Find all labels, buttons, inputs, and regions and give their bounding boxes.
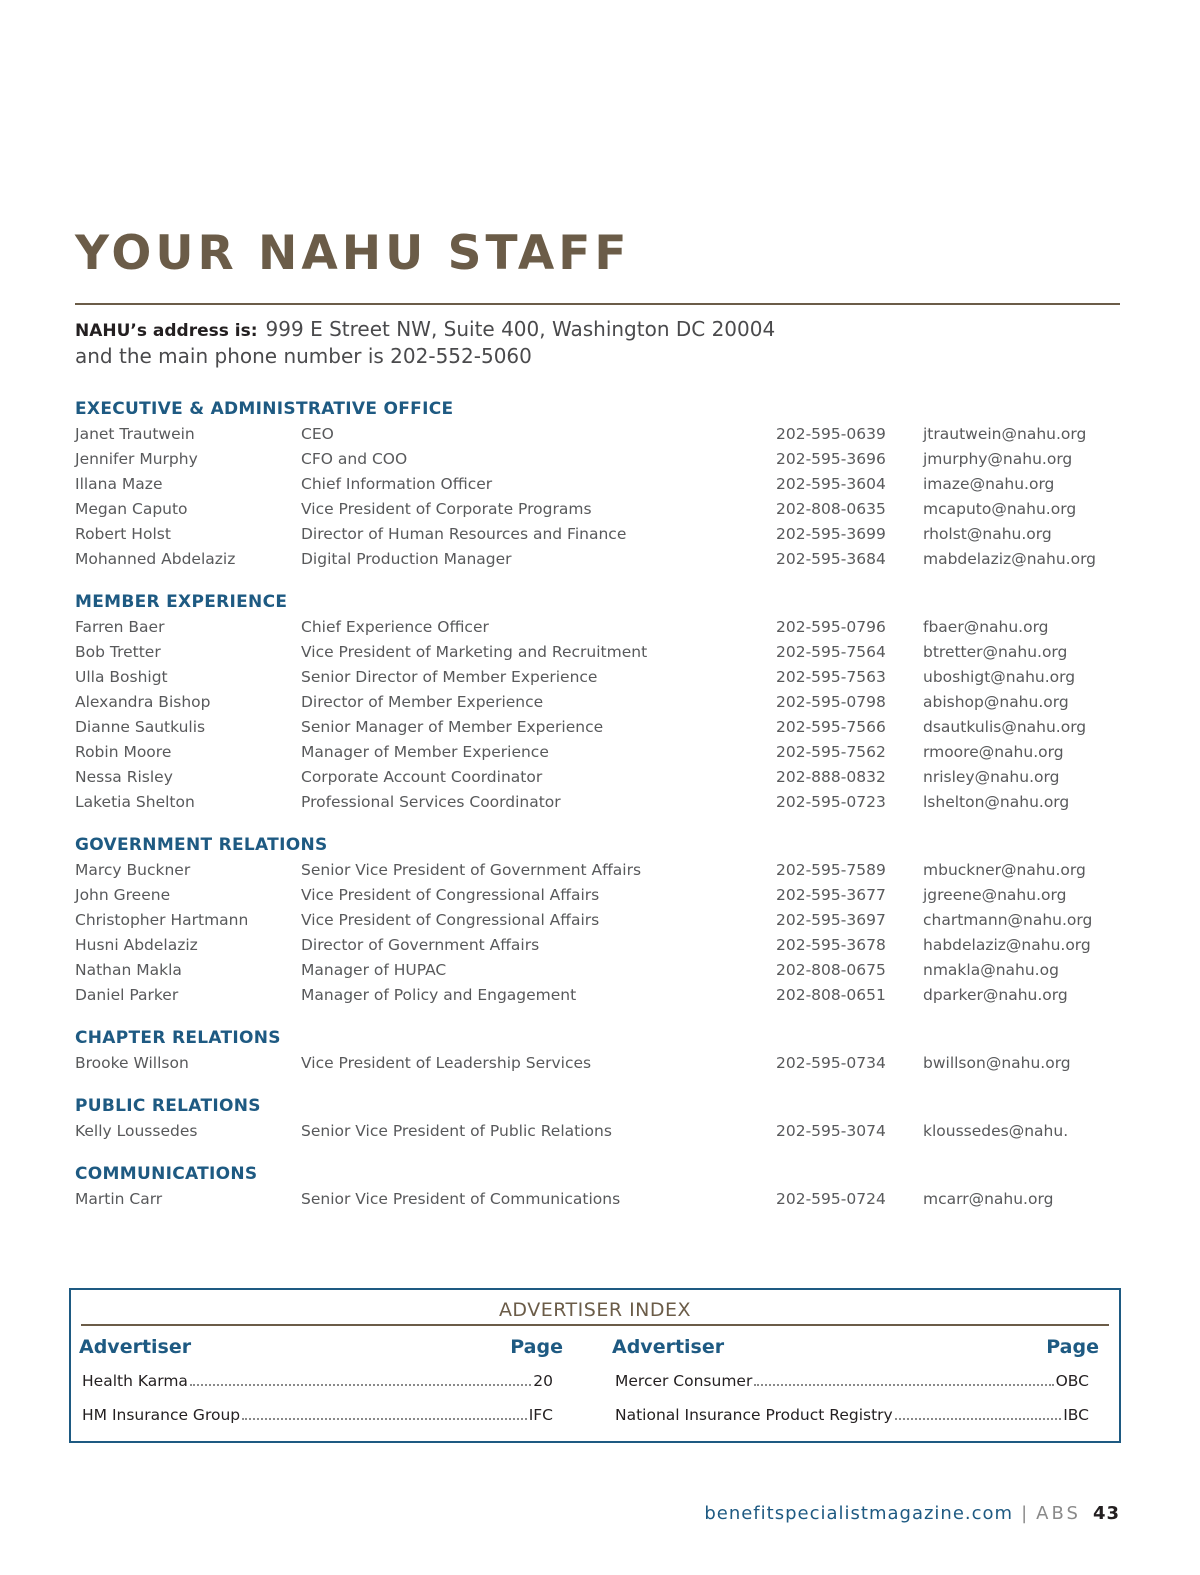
- staff-email-link[interactable]: nmakla@nahu.og: [923, 961, 1059, 979]
- staff-name: Nathan Makla: [75, 961, 182, 979]
- staff-role: Vice President of Corporate Programs: [301, 500, 592, 518]
- staff-email-link[interactable]: btretter@nahu.org: [923, 643, 1068, 661]
- staff-row: [75, 740, 1125, 765]
- advertiser-name: Health Karma: [82, 1372, 188, 1390]
- staff-email-link[interactable]: chartmann@nahu.org: [923, 911, 1093, 929]
- staff-role: Vice President of Congressional Affairs: [301, 911, 600, 929]
- advertiser-index: [69, 1288, 1121, 1443]
- staff-email-link[interactable]: nrisley@nahu.org: [923, 768, 1060, 786]
- staff-phone: 202-595-7562: [776, 743, 886, 761]
- staff-phone: 202-595-0723: [776, 793, 886, 811]
- page-title: YOUR NAHU STAFF: [75, 226, 631, 281]
- staff-row: [75, 1187, 1125, 1212]
- staff-name: Martin Carr: [75, 1190, 163, 1208]
- section-heading: CHAPTER RELATIONS: [75, 1028, 281, 1048]
- staff-name: Farren Baer: [75, 618, 165, 636]
- staff-row: [75, 640, 1125, 665]
- staff-role: CFO and COO: [301, 450, 408, 468]
- staff-section: [75, 1093, 1125, 1144]
- staff-row: [75, 665, 1125, 690]
- staff-role: Vice President of Marketing and Recruitment: [301, 643, 648, 661]
- staff-phone: 202-595-0798: [776, 693, 886, 711]
- staff-row: [75, 715, 1125, 740]
- advertiser-index-title: ADVERTISER INDEX: [81, 1296, 1109, 1326]
- staff-role: CEO: [301, 425, 334, 443]
- staff-phone: 202-595-3696: [776, 450, 886, 468]
- staff-name: Ulla Boshigt: [75, 668, 168, 686]
- staff-row: [75, 472, 1125, 497]
- section-heading: EXECUTIVE & ADMINISTRATIVE OFFICE: [75, 399, 454, 419]
- staff-name: John Greene: [75, 886, 171, 904]
- staff-row: [75, 615, 1125, 640]
- staff-name: Megan Caputo: [75, 500, 188, 518]
- staff-row: [75, 547, 1125, 572]
- staff-email-link[interactable]: lshelton@nahu.org: [923, 793, 1070, 811]
- staff-role: Manager of HUPAC: [301, 961, 447, 979]
- staff-name: Laketia Shelton: [75, 793, 195, 811]
- staff-email-link[interactable]: uboshigt@nahu.org: [923, 668, 1076, 686]
- staff-phone: 202-808-0675: [776, 961, 886, 979]
- staff-phone: 202-595-7566: [776, 718, 886, 736]
- staff-email-link[interactable]: kloussedes@nahu.: [923, 1122, 1069, 1140]
- page-header-label: Page: [1046, 1336, 1099, 1358]
- advertiser-column-header: [79, 1334, 563, 1360]
- dot-leader: [190, 1384, 531, 1386]
- staff-phone: 202-808-0635: [776, 500, 886, 518]
- staff-row: [75, 790, 1125, 815]
- staff-role: Vice President of Congressional Affairs: [301, 886, 600, 904]
- staff-email-link[interactable]: mbuckner@nahu.org: [923, 861, 1086, 879]
- dot-leader: [754, 1384, 1053, 1386]
- staff-email-link[interactable]: habdelaziz@nahu.org: [923, 936, 1091, 954]
- staff-email-link[interactable]: rmoore@nahu.org: [923, 743, 1064, 761]
- staff-phone: 202-595-7563: [776, 668, 886, 686]
- staff-name: Nessa Risley: [75, 768, 173, 786]
- advertiser-name: HM Insurance Group: [82, 1406, 241, 1424]
- staff-email-link[interactable]: mabdelaziz@nahu.org: [923, 550, 1097, 568]
- advertiser-page: IFC: [528, 1406, 553, 1424]
- staff-section: [75, 589, 1125, 815]
- staff-name: Daniel Parker: [75, 986, 179, 1004]
- staff-name: Kelly Loussedes: [75, 1122, 198, 1140]
- staff-phone: 202-888-0832: [776, 768, 886, 786]
- staff-name: Illana Maze: [75, 475, 163, 493]
- staff-phone: 202-595-7564: [776, 643, 886, 661]
- advertiser-page: IBC: [1063, 1406, 1089, 1424]
- staff-phone: 202-595-3678: [776, 936, 886, 954]
- staff-name: Janet Trautwein: [75, 425, 195, 443]
- footer-website-link[interactable]: benefitspecialistmagazine.com: [704, 1503, 1014, 1524]
- staff-section: [75, 396, 1125, 572]
- staff-role: Digital Production Manager: [301, 550, 512, 568]
- staff-name: Marcy Buckner: [75, 861, 191, 879]
- footer-publication: ABS: [1036, 1503, 1081, 1524]
- staff-name: Jennifer Murphy: [75, 450, 198, 468]
- address-label: NAHU’s address is:: [75, 321, 258, 341]
- staff-name: Brooke Willson: [75, 1054, 189, 1072]
- advertiser-page: 20: [533, 1372, 553, 1390]
- advertiser-page: OBC: [1055, 1372, 1089, 1390]
- advertiser-entry: [612, 1402, 1099, 1428]
- staff-role: Director of Human Resources and Finance: [301, 525, 627, 543]
- staff-phone: 202-595-0796: [776, 618, 886, 636]
- section-heading: COMMUNICATIONS: [75, 1164, 258, 1184]
- staff-row: [75, 1119, 1125, 1144]
- dot-leader: [895, 1418, 1062, 1420]
- staff-row: [75, 958, 1125, 983]
- staff-email-link[interactable]: bwillson@nahu.org: [923, 1054, 1071, 1072]
- staff-phone: 202-595-0734: [776, 1054, 886, 1072]
- staff-email-link[interactable]: jtrautwein@nahu.org: [923, 425, 1087, 443]
- advertiser-column-header: [612, 1334, 1099, 1360]
- staff-phone: 202-595-3699: [776, 525, 886, 543]
- staff-name: Husni Abdelaziz: [75, 936, 198, 954]
- section-heading: PUBLIC RELATIONS: [75, 1096, 261, 1116]
- advertiser-header-label: Advertiser: [79, 1336, 192, 1358]
- staff-email-link[interactable]: jgreene@nahu.org: [923, 886, 1067, 904]
- staff-role: Manager of Policy and Engagement: [301, 986, 577, 1004]
- advertiser-column-left: [79, 1334, 563, 1428]
- staff-row: [75, 422, 1125, 447]
- staff-role: Senior Vice President of Public Relations: [301, 1122, 612, 1140]
- staff-name: Dianne Sautkulis: [75, 718, 206, 736]
- staff-role: Director of Government Affairs: [301, 936, 540, 954]
- advertiser-entry: [79, 1402, 563, 1428]
- staff-row: [75, 933, 1125, 958]
- staff-role: Vice President of Leadership Services: [301, 1054, 592, 1072]
- staff-name: Alexandra Bishop: [75, 693, 211, 711]
- section-heading: GOVERNMENT RELATIONS: [75, 835, 328, 855]
- staff-role: Senior Vice President of Government Affairs: [301, 861, 642, 879]
- staff-role: Chief Experience Officer: [301, 618, 489, 636]
- title-divider: [75, 303, 1120, 305]
- staff-email-link[interactable]: mcarr@nahu.org: [923, 1190, 1054, 1208]
- staff-phone: 202-595-7589: [776, 861, 886, 879]
- section-heading: MEMBER EXPERIENCE: [75, 592, 288, 612]
- staff-row: [75, 690, 1125, 715]
- advertiser-name: Mercer Consumer: [615, 1372, 753, 1390]
- staff-row: [75, 908, 1125, 933]
- staff-row: [75, 765, 1125, 790]
- staff-name: Mohanned Abdelaziz: [75, 550, 236, 568]
- staff-role: Director of Member Experience: [301, 693, 544, 711]
- staff-row: [75, 858, 1125, 883]
- staff-role: Senior Manager of Member Experience: [301, 718, 604, 736]
- staff-role: Senior Director of Member Experience: [301, 668, 598, 686]
- staff-row: [75, 1051, 1125, 1076]
- advertiser-header-label: Advertiser: [612, 1336, 725, 1358]
- advertiser-column-right: [612, 1334, 1099, 1428]
- staff-email-link[interactable]: jmurphy@nahu.org: [923, 450, 1073, 468]
- staff-row: [75, 522, 1125, 547]
- staff-email-link[interactable]: dsautkulis@nahu.org: [923, 718, 1087, 736]
- page-header-label: Page: [510, 1336, 563, 1358]
- advertiser-entry: [612, 1368, 1099, 1394]
- staff-name: Christopher Hartmann: [75, 911, 249, 929]
- staff-row: [75, 447, 1125, 472]
- staff-phone: 202-808-0651: [776, 986, 886, 1004]
- staff-email-link[interactable]: rholst@nahu.org: [923, 525, 1052, 543]
- advertiser-name: National Insurance Product Registry: [615, 1406, 893, 1424]
- page-number: 43: [1092, 1503, 1120, 1524]
- staff-phone: 202-595-0639: [776, 425, 886, 443]
- staff-phone: 202-595-3604: [776, 475, 886, 493]
- staff-row: [75, 497, 1125, 522]
- staff-role: Manager of Member Experience: [301, 743, 549, 761]
- staff-name: Robert Holst: [75, 525, 171, 543]
- staff-name: Bob Tretter: [75, 643, 161, 661]
- staff-email-link[interactable]: fbaer@nahu.org: [923, 618, 1049, 636]
- staff-role: Professional Services Coordinator: [301, 793, 561, 811]
- address-block: [75, 317, 775, 369]
- staff-email-link[interactable]: mcaputo@nahu.org: [923, 500, 1077, 518]
- staff-directory: [75, 396, 1125, 1229]
- staff-phone: 202-595-3074: [776, 1122, 886, 1140]
- staff-section: [75, 832, 1125, 1008]
- staff-email-link[interactable]: imaze@nahu.org: [923, 475, 1055, 493]
- staff-phone: 202-595-0724: [776, 1190, 886, 1208]
- staff-row: [75, 883, 1125, 908]
- staff-phone: 202-595-3684: [776, 550, 886, 568]
- staff-role: Corporate Account Coordinator: [301, 768, 543, 786]
- staff-section: [75, 1025, 1125, 1076]
- staff-name: Robin Moore: [75, 743, 172, 761]
- main-phone-line: and the main phone number is 202-552-5060: [75, 344, 532, 368]
- staff-phone: 202-595-3697: [776, 911, 886, 929]
- advertiser-entry: [79, 1368, 563, 1394]
- footer-separator: |: [1021, 1503, 1029, 1524]
- address-value: 999 E Street NW, Suite 400, Washington DC 20004: [265, 317, 776, 341]
- staff-email-link[interactable]: dparker@nahu.org: [923, 986, 1068, 1004]
- dot-leader: [242, 1418, 527, 1420]
- staff-role: Senior Vice President of Communications: [301, 1190, 621, 1208]
- staff-section: [75, 1161, 1125, 1212]
- staff-phone: 202-595-3677: [776, 886, 886, 904]
- staff-row: [75, 983, 1125, 1008]
- page-footer: [704, 1503, 1120, 1524]
- staff-role: Chief Information Officer: [301, 475, 493, 493]
- staff-email-link[interactable]: abishop@nahu.org: [923, 693, 1069, 711]
